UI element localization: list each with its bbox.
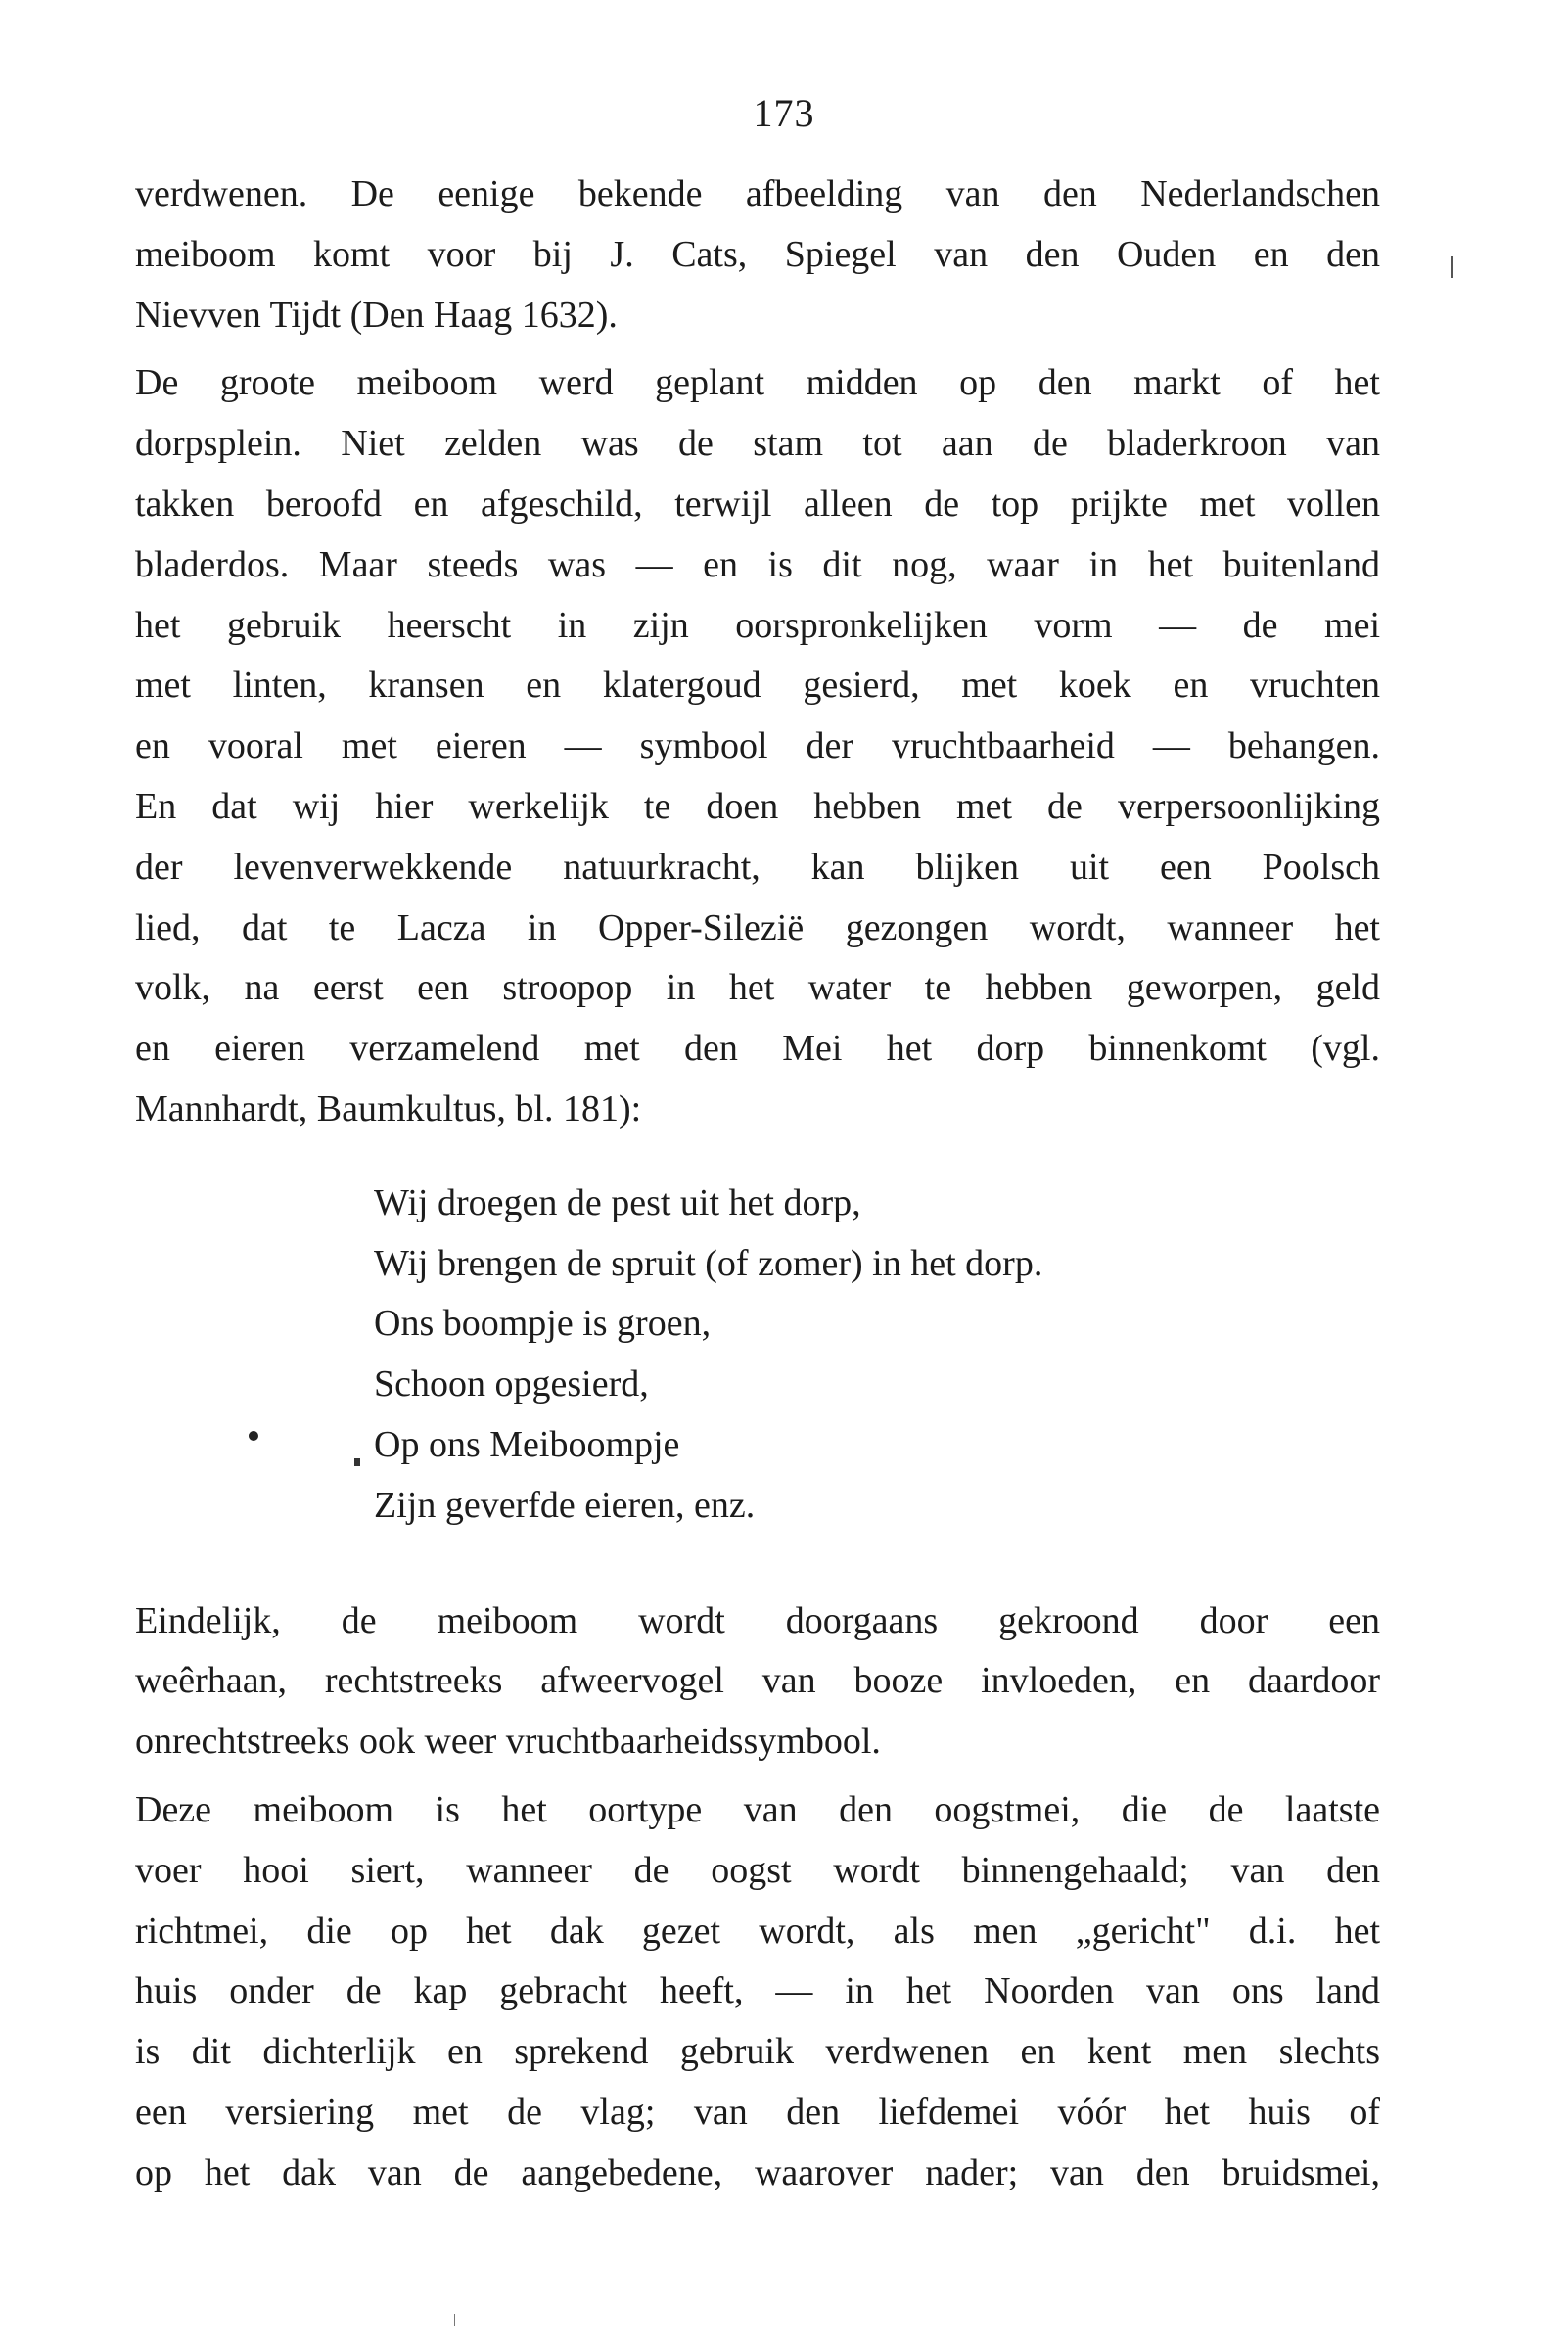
text-line: der levenverwekkende natuurkracht, kan blijken uit een Poolsch	[135, 846, 1380, 888]
text-line: is dit dichterlijk en sprekend gebruik verdwenen en kent men slechts	[135, 2031, 1380, 2073]
text-line: Nievven Tijdt (Den Haag 1632).	[135, 294, 618, 336]
paragraph	[135, 1591, 1380, 1773]
text-line: onrechtstreeks ook weer vruchtbaarheidssymbool.	[135, 1721, 881, 1763]
poem	[374, 1174, 1380, 1537]
ink-mark	[454, 2314, 455, 2326]
page-number: 173	[753, 91, 815, 135]
text-line: het gebruik heerscht in zijn oorspronkelijken vorm — de mei	[135, 604, 1380, 646]
text-line: Deze meiboom is het oortype van den oogstmei, die de laatste	[135, 1788, 1380, 1830]
text-line: lied, dat te Lacza in Opper-Silezië gezongen wordt, wanneer het	[135, 906, 1380, 948]
text-line: verdwenen. De eenige bekende afbeelding van den Nederlandschen	[135, 173, 1380, 214]
poem-line: Zijn geverfde eieren, enz.	[374, 1484, 756, 1526]
text-line: dorpsplein. Niet zelden was de stam tot aan de bladerkroon van	[135, 423, 1380, 465]
text-line: volk, na eerst een stroopop in het water te hebben geworpen, geld	[135, 967, 1380, 1009]
poem-line: Wij brengen de spruit (of zomer) in het dorp.	[374, 1242, 1043, 1284]
text-line: richtmei, die op het dak gezet wordt, als men „gericht" d.i. het	[135, 1910, 1380, 1952]
text-line: Eindelijk, de meiboom wordt doorgaans gekroond door een	[135, 1599, 1380, 1641]
text-line: en eieren verzamelend met den Mei het dorp binnenkomt (vgl.	[135, 1028, 1380, 1070]
paragraph	[135, 1780, 1380, 2204]
poem-line: Ons boompje is groen,	[374, 1303, 712, 1345]
text-line: En dat wij hier werkelijk te doen hebben met de verpersoonlijking	[135, 785, 1380, 827]
text-line: met linten, kransen en klatergoud gesierd, met koek en vruchten	[135, 665, 1380, 707]
poem-line: Wij droegen de pest uit het dorp,	[374, 1181, 861, 1223]
text-line: Mannhardt, Baumkultus, bl. 181):	[135, 1087, 642, 1129]
text-line: meiboom komt voor bij J. Cats, Spiegel van den Ouden en den	[135, 233, 1380, 275]
text-line: en vooral met eieren — symbool der vruchtbaarheid — behangen.	[135, 725, 1380, 767]
paragraph	[135, 164, 1380, 346]
margin-mark	[1451, 256, 1453, 278]
text-line: een versiering met de vlag; van den liefdemei vóór het huis of	[135, 2091, 1380, 2133]
text-line: voer hooi siert, wanneer de oogst wordt binnengehaald; van den	[135, 1849, 1380, 1891]
text-line: takken beroofd en afgeschild, terwijl alleen de top prijkte met vollen	[135, 483, 1380, 525]
text-line: weêrhaan, rechtstreeks afweervogel van booze invloeden, en daardoor	[135, 1660, 1380, 1702]
poem-line: Schoon opgesierd,	[374, 1363, 649, 1406]
paragraph	[135, 353, 1380, 1139]
text-line: op het dak van de aangebedene, waarover nader; van den bruidsmei,	[135, 2151, 1380, 2193]
body-text	[135, 164, 1380, 2204]
text-line: De groote meiboom werd geplant midden op den markt of het	[135, 362, 1380, 404]
text-line: bladerdos. Maar steeds was — en is dit nog, waar in het buitenland	[135, 543, 1380, 585]
text-line: huis onder de kap gebracht heeft, — in het Noorden van ons land	[135, 1970, 1380, 2012]
poem-line: Op ons Meiboompje	[374, 1423, 680, 1465]
